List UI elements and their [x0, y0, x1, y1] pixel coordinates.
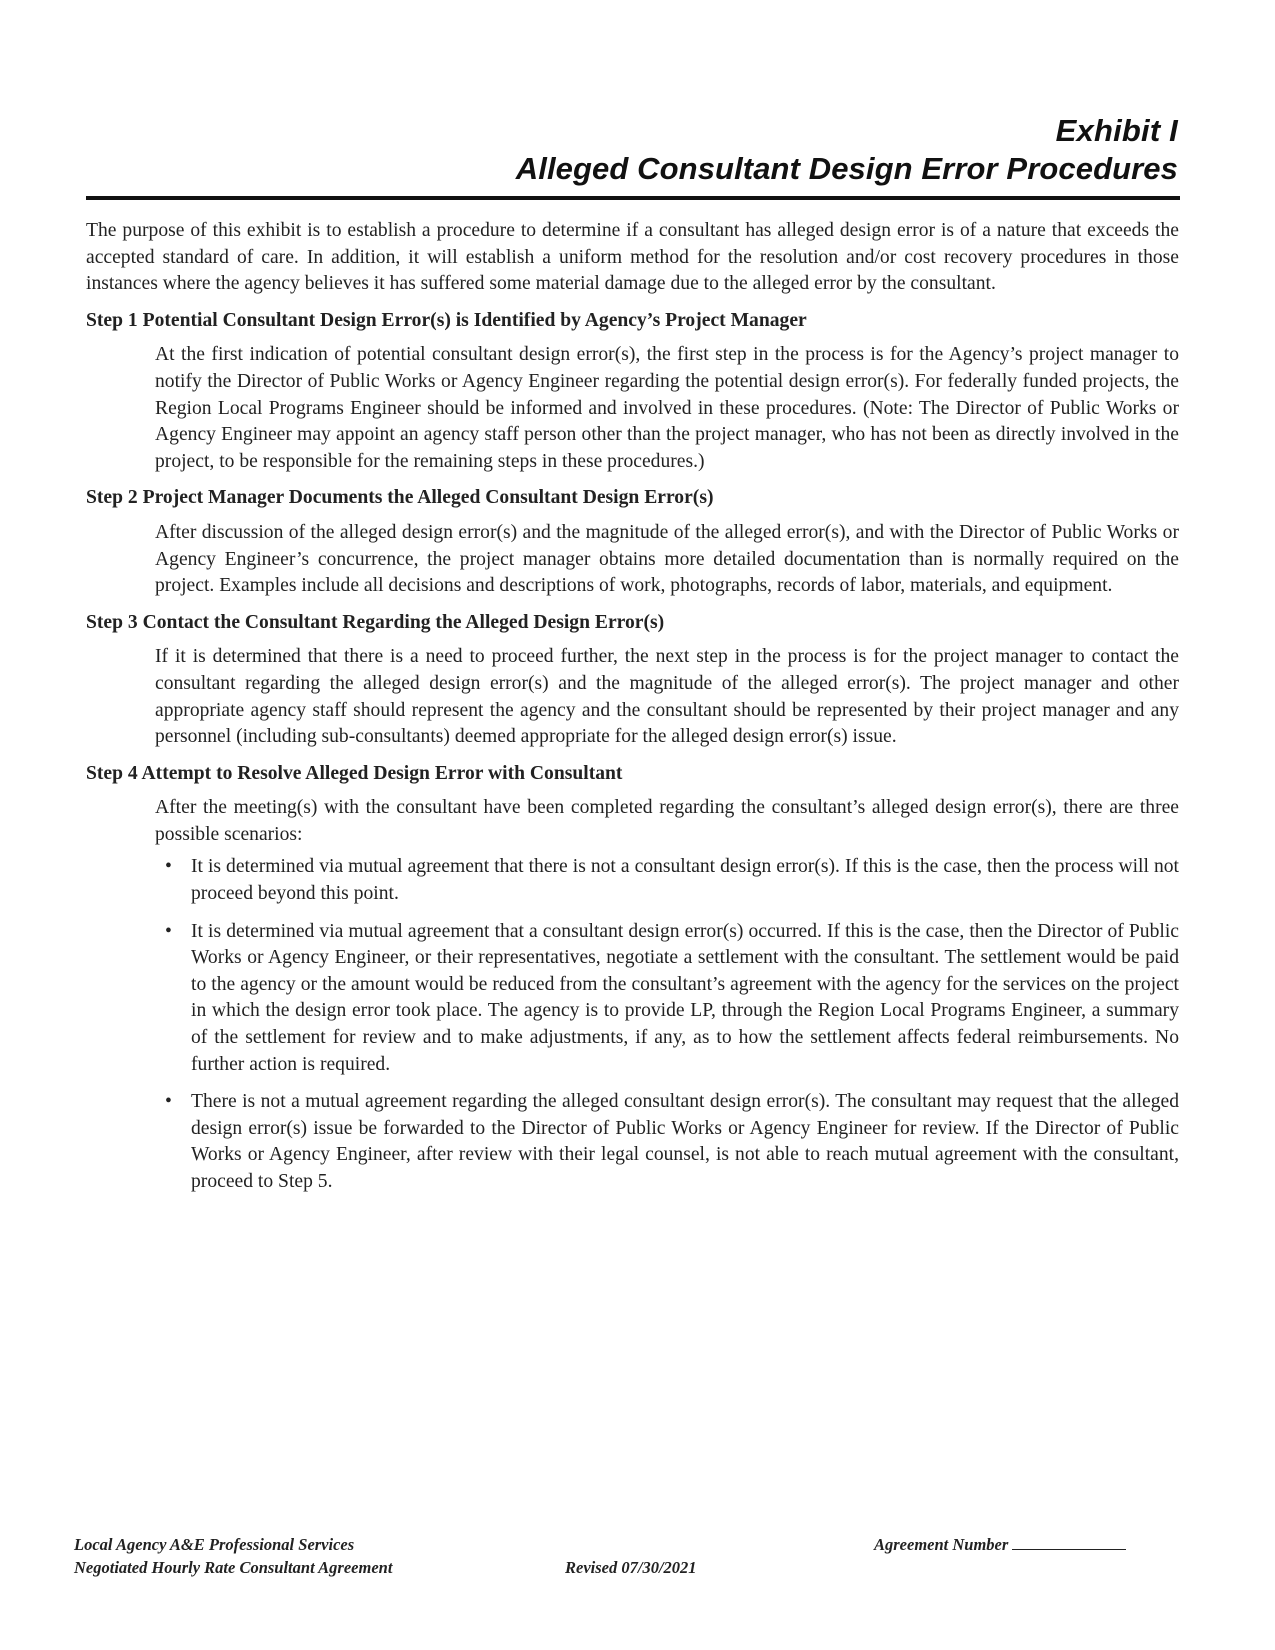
bullet-icon: •	[165, 1091, 172, 1113]
list-item	[155, 854, 1179, 907]
scenario-text: There is not a mutual agreement regarding the alleged consultant design error(s). The consultant may request that the alleged design error(s) issue be forwarded to the Director of Public Works or Agency Engineer for review. If the Director of Public Works or Agency Engineer, after review with their legal counsel, is not able to reach mutual agreement with the consultant, proceed to Step 5.	[191, 1091, 1179, 1192]
footer-line-1: Local Agency A&E Professional Services	[74, 1535, 355, 1554]
bullet-icon: •	[165, 856, 172, 878]
scenario-list	[155, 854, 1179, 1195]
step-3-body: If it is determined that there is a need to proceed further, the next step in the process is for the project manager to contact the consultant regarding the alleged design error(s) and the magnitude of the alleged error(s). The project manager and other appropriate agency staff should represent the agency and the consultant should be represented by their project manager and any personnel (including sub-consultants) deemed appropriate for the alleged design error(s) issue.	[155, 646, 1179, 748]
header-rule	[86, 196, 1180, 200]
step-2-body: After discussion of the alleged design error(s) and the magnitude of the alleged error(s), and with the Director of Public Works or Agency Engineer’s concurrence, the project manager obtains more detailed documentation than is normally required on the project. Examples include all decisions and descriptions of work, photographs, records of labor, materials, and equipment.	[155, 521, 1179, 597]
step-1-heading: Step 1 Potential Consultant Design Error(s) is Identified by Agency’s Project Manager	[86, 309, 807, 331]
step-3-heading: Step 3 Contact the Consultant Regarding the Alleged Design Error(s)	[86, 611, 665, 633]
list-item	[155, 919, 1179, 1079]
step-4-body: After the meeting(s) with the consultant have been completed regarding the consultant’s alleged design error(s), there are three possible scenarios:	[155, 797, 1179, 845]
exhibit-header	[86, 112, 1178, 188]
footer-line-2: Negotiated Hourly Rate Consultant Agreement	[74, 1558, 393, 1577]
document-body	[86, 218, 1179, 1207]
step-4-heading: Step 4 Attempt to Resolve Alleged Design Error with Consultant	[86, 762, 623, 784]
footer-agreement-type	[74, 1533, 392, 1579]
scenario-text: It is determined via mutual agreement that there is not a consultant design error(s). If this is the case, then the process will not proceed beyond this point.	[191, 856, 1179, 905]
step-1-body: At the first indication of potential consultant design error(s), the first step in the process is for the Agency’s project manager to notify the Director of Public Works or Agency Engineer regarding the potential design error(s). For federally funded projects, the Region Local Programs Engineer should be informed and involved in these procedures. (Note: The Director of Public Works or Agency Engineer may appoint an agency staff person other than the project manager, who has not been as directly involved in the project, to be responsible for the remaining steps in these procedures.)	[155, 344, 1179, 472]
step-2-heading: Step 2 Project Manager Documents the Alleged Consultant Design Error(s)	[86, 487, 714, 509]
exhibit-title: Alleged Consultant Design Error Procedures	[515, 151, 1178, 186]
scenario-text: It is determined via mutual agreement that a consultant design error(s) occurred. If this is the case, then the Director of Public Works or Agency Engineer, or their representatives, negotiate a settlement with the consultant. The settlement would be paid to the agency or the amount would be reduced from the consultant’s agreement with the agency for the services on the project in which the design error took place. The agency is to provide LP, through the Region Local Programs Engineer, a summary of the settlement for review and to make adjustments, if any, as to how the settlement affects federal reimbursements. No further action is required.	[191, 920, 1179, 1075]
footer-agreement-number	[874, 1533, 1126, 1556]
agreement-number-label: Agreement Number	[874, 1535, 1009, 1554]
agreement-number-field[interactable]	[1012, 1535, 1126, 1550]
exhibit-number: Exhibit I	[1055, 113, 1178, 148]
intro-paragraph: The purpose of this exhibit is to establish a procedure to determine if a consultant has alleged design error is of a nature that exceeds the accepted standard of care. In addition, it will establish a uniform method for the resolution and/or cost recovery procedures in those instances where the agency believes it has suffered some material damage due to the alleged error by the consultant.	[86, 220, 1179, 295]
footer-revised: Revised 07/30/2021	[565, 1558, 697, 1577]
list-item	[155, 1089, 1179, 1195]
bullet-icon: •	[165, 920, 172, 942]
